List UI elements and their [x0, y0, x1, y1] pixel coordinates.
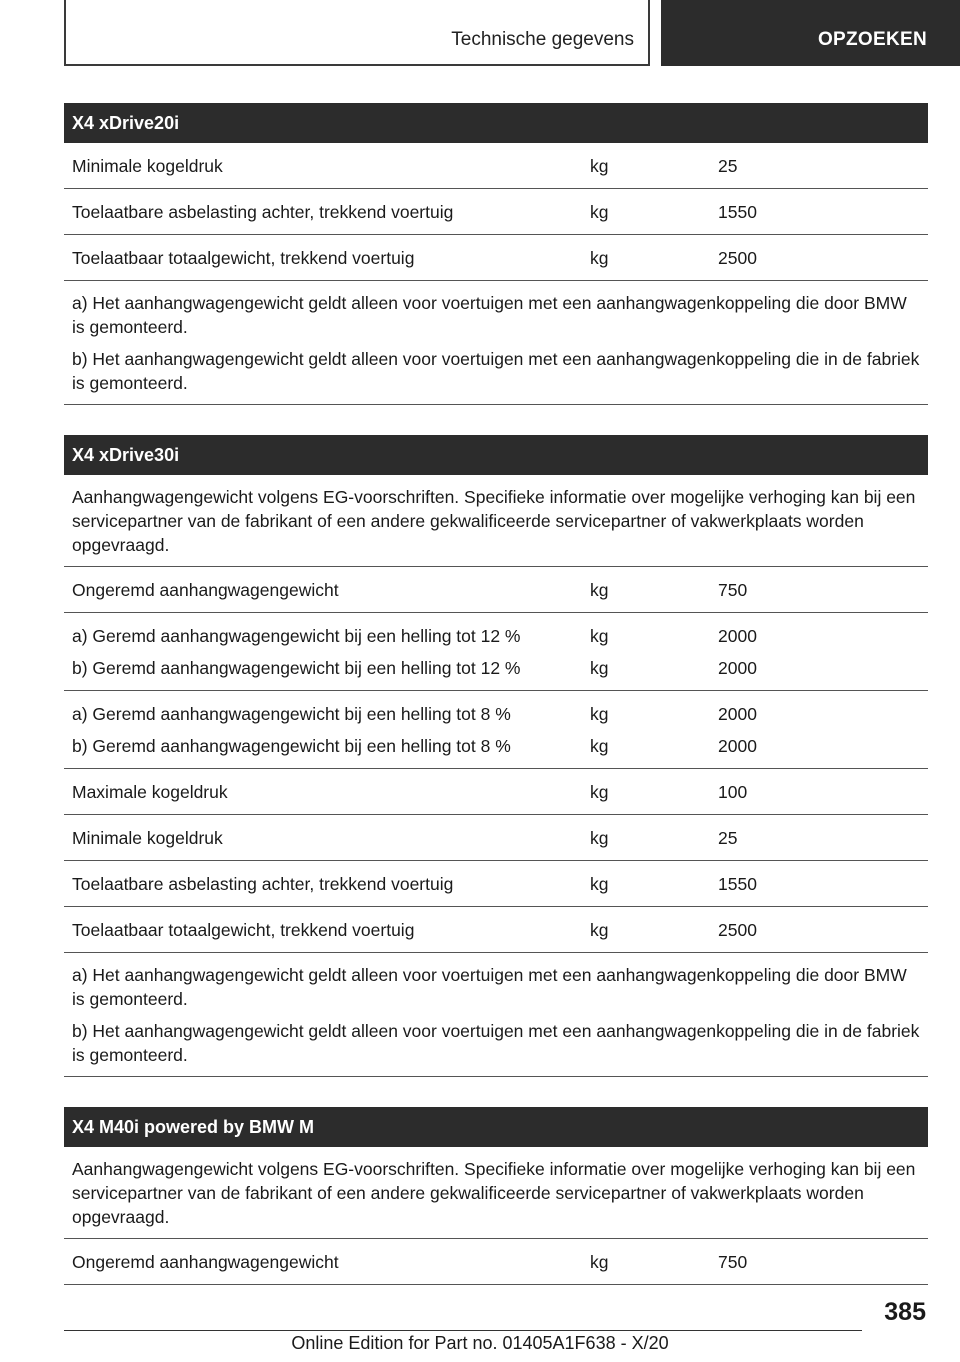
- row-value: 100: [718, 782, 748, 802]
- row-unit-b: kg: [590, 736, 609, 756]
- table-row: [64, 613, 928, 691]
- page-number: 385: [884, 1298, 926, 1326]
- section-title: X4 M40i powered by BMW M: [64, 1107, 928, 1147]
- row-label: Ongeremd aanhangwagengewicht: [72, 580, 339, 600]
- page-header: [0, 0, 960, 66]
- row-value-b: 2000: [718, 736, 757, 756]
- row-value: 2500: [718, 920, 757, 940]
- section-title: X4 xDrive20i: [64, 103, 928, 143]
- row-value: 1550: [718, 202, 757, 222]
- row-unit: kg: [590, 782, 609, 802]
- row-value: [710, 624, 928, 680]
- row-label-a: a) Geremd aanhangwagengewicht bij een helling tot 12 %: [72, 626, 521, 646]
- row-label: Ongeremd aanhangwagengewicht: [72, 1252, 339, 1272]
- intro-text: Aanhangwagengewicht volgens EG-voorschriften. Specifieke informatie over mogelijke verhoging kan bij een servicepartner van de fabrikant of een andere gekwalificeerde servicepartner of vakwerkplaats worden opgevraagd.: [72, 487, 916, 555]
- table-row: [64, 1239, 928, 1285]
- tab-opzoeken[interactable]: [661, 0, 960, 66]
- row-label: Toelaatbare asbelasting achter, trekkend voertuig: [72, 202, 454, 222]
- row-value: 25: [718, 156, 738, 176]
- row-unit: kg: [590, 1252, 609, 1272]
- row-value: [710, 702, 928, 758]
- table-row: [64, 815, 928, 861]
- row-label: [64, 702, 582, 758]
- row-unit: kg: [590, 156, 609, 176]
- row-value: 1550: [718, 874, 757, 894]
- row-unit: kg: [590, 874, 609, 894]
- row-label-a: a) Geremd aanhangwagengewicht bij een helling tot 8 %: [72, 704, 511, 724]
- row-unit: kg: [590, 920, 609, 940]
- row-value-a: 2000: [718, 704, 757, 724]
- table-row: [64, 769, 928, 815]
- row-unit: [582, 624, 710, 680]
- row-label: Toelaatbaar totaalgewicht, trekkend voertuig: [72, 920, 415, 940]
- table-row: [64, 567, 928, 613]
- row-value-b: 2000: [718, 658, 757, 678]
- footnote-a: a) Het aanhangwagengewicht geldt alleen voor voertuigen met een aanhangwagenkoppeling die door BMW is gemonteerd.: [72, 965, 907, 1009]
- section-intro: [64, 475, 928, 567]
- row-value: 750: [718, 1252, 748, 1272]
- row-unit: [582, 702, 710, 758]
- table-row: [64, 907, 928, 953]
- section-x4-xdrive30i: [64, 435, 928, 1077]
- tab-technische-gegevens-label: Technische gegevens: [451, 29, 634, 50]
- tab-technische-gegevens[interactable]: [64, 0, 650, 66]
- row-unit: kg: [590, 202, 609, 222]
- row-label: Toelaatbaar totaalgewicht, trekkend voertuig: [72, 248, 415, 268]
- section-intro: [64, 1147, 928, 1239]
- row-label-b: b) Geremd aanhangwagengewicht bij een helling tot 12 %: [72, 658, 521, 678]
- table-row: [64, 861, 928, 907]
- footnotes: [64, 953, 928, 1077]
- table-row: [64, 189, 928, 235]
- row-unit: kg: [590, 828, 609, 848]
- row-label: Toelaatbare asbelasting achter, trekkend voertuig: [72, 874, 454, 894]
- section-x4-m40i: [64, 1107, 928, 1285]
- section-title: X4 xDrive30i: [64, 435, 928, 475]
- row-label: Minimale kogeldruk: [72, 828, 223, 848]
- footer-divider: [64, 1330, 862, 1331]
- footnote-b: b) Het aanhangwagengewicht geldt alleen voor voertuigen met een aanhangwagenkoppeling die in de fabriek is gemonteerd.: [72, 349, 920, 393]
- row-unit-b: kg: [590, 658, 609, 678]
- footer-edition: Online Edition for Part no. 01405A1F638 - X/20: [291, 1333, 669, 1353]
- table-row: [64, 143, 928, 189]
- row-unit: kg: [590, 580, 609, 600]
- row-label: Minimale kogeldruk: [72, 156, 223, 176]
- row-label-b: b) Geremd aanhangwagengewicht bij een helling tot 8 %: [72, 736, 511, 756]
- row-unit-a: kg: [590, 704, 609, 724]
- row-value: 750: [718, 580, 748, 600]
- row-label: [64, 624, 582, 680]
- row-value: 2500: [718, 248, 757, 268]
- row-value: 25: [718, 828, 738, 848]
- row-unit: kg: [590, 248, 609, 268]
- footnote-a: a) Het aanhangwagengewicht geldt alleen voor voertuigen met een aanhangwagenkoppeling die door BMW is gemonteerd.: [72, 293, 907, 337]
- row-unit-a: kg: [590, 626, 609, 646]
- row-value-a: 2000: [718, 626, 757, 646]
- main-content: [64, 103, 928, 1315]
- table-row: [64, 235, 928, 281]
- table-row: [64, 691, 928, 769]
- intro-text: Aanhangwagengewicht volgens EG-voorschriften. Specifieke informatie over mogelijke verhoging kan bij een servicepartner van de fabrikant of een andere gekwalificeerde servicepartner of vakwerkplaats worden opgevraagd.: [72, 1159, 916, 1227]
- footnote-b: b) Het aanhangwagengewicht geldt alleen voor voertuigen met een aanhangwagenkoppeling die in de fabriek is gemonteerd.: [72, 1021, 920, 1065]
- footnotes: [64, 281, 928, 405]
- row-label: Maximale kogeldruk: [72, 782, 228, 802]
- section-x4-xdrive20i: [64, 103, 928, 405]
- tab-opzoeken-label: OPZOEKEN: [817, 29, 927, 50]
